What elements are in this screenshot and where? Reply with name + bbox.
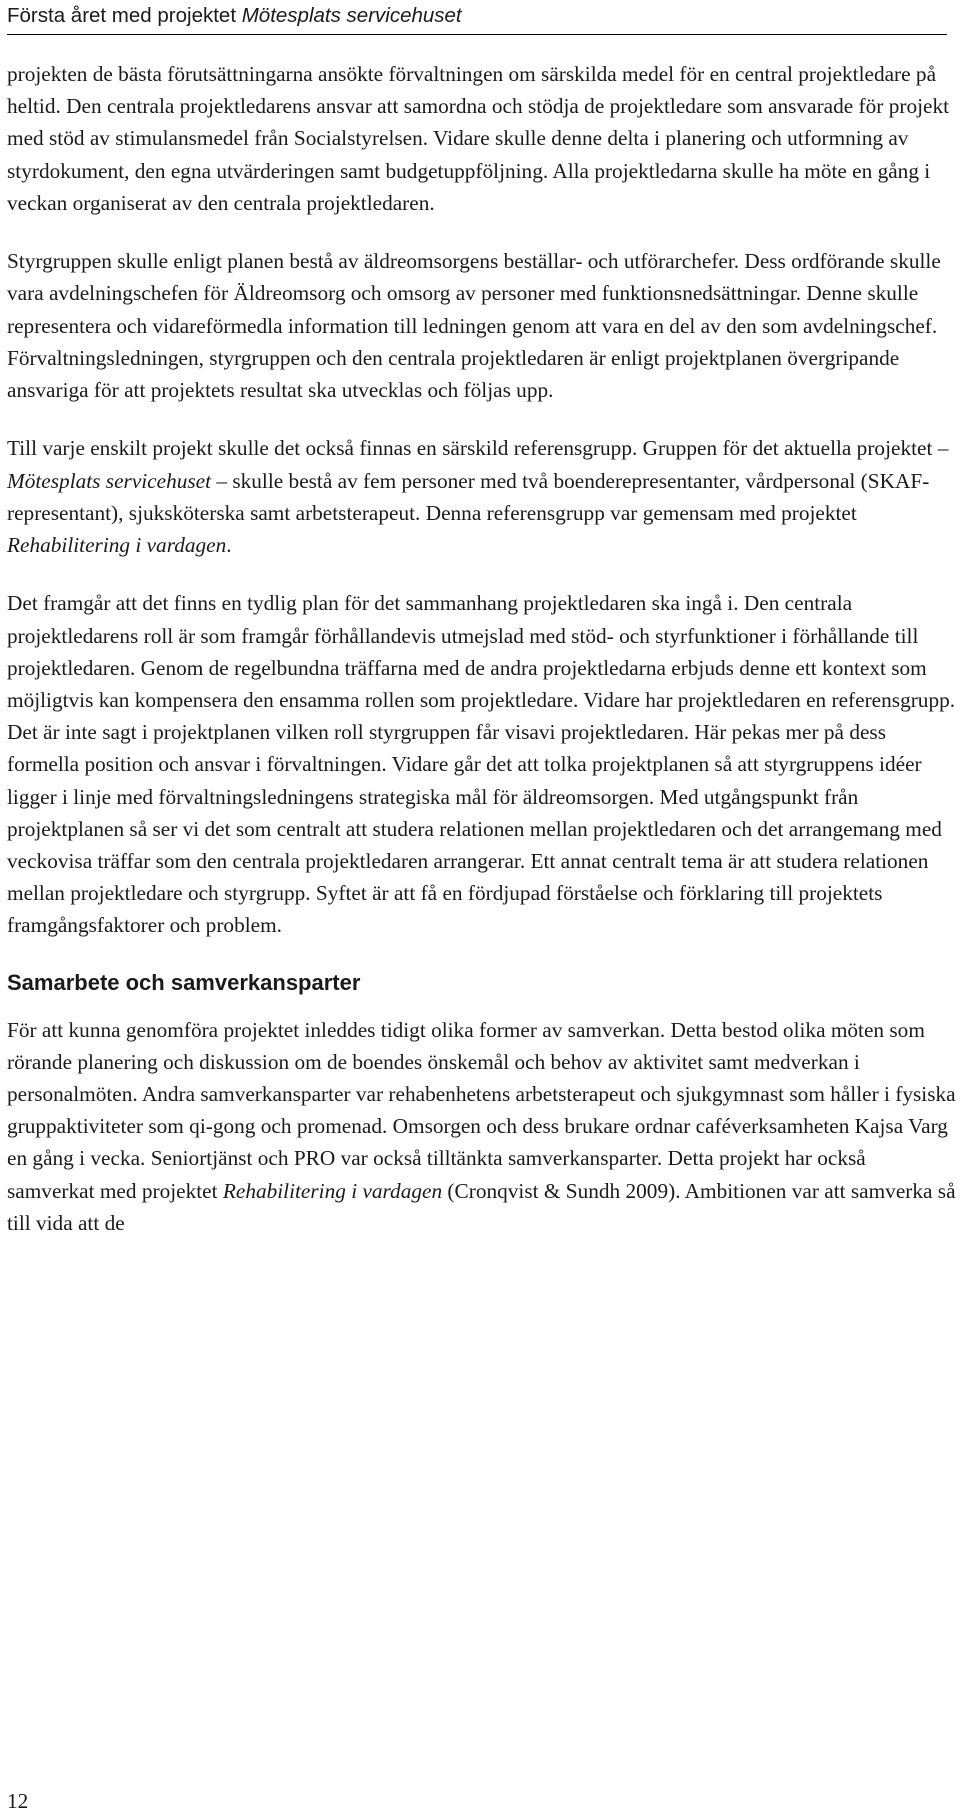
paragraph-steering-group: Styrgruppen skulle enligt planen bestå av äldreomsorgens beställar- och utförarchefer. Dess ordförande skulle vara avdelningschefen för Äldreomsorg och omsorg av personer med funktionsnedsättningar. Denne skulle representera och vidareförmedla information till ledningen genom att vara en del av den som avdelningschef. Förvaltningsledningen, styrgruppen och den centrala projektledaren är enligt projektplanen övergripande ansvariga för att projektets resultat ska utvecklas och följas upp.	[7, 249, 941, 403]
project-title-italic: Rehabilitering i vardagen	[222, 1178, 443, 1203]
page-number: 12	[7, 1789, 29, 1813]
body-text	[7, 58, 957, 1265]
header-lead: Första året med projektet	[7, 4, 242, 27]
project-title-italic: Mötesplats servicehuset	[7, 468, 212, 493]
paragraph-collaboration	[7, 1014, 957, 1239]
paragraph-central-project-leader: projekten de bästa förutsättningarna ansökte förvaltningen om särskilda medel för en central projektledare på heltid. Den centrala projektledarens ansvar att samordna och stödja de projektledare som ansvarade för projekt med stöd av stimulansmedel från Socialstyrelsen. Vidare skulle denne delta i planering och utformning av styrdokument, den egna utvärderingen samt budgetuppföljning. Alla projektledarna skulle ha möte en gång i veckan organiserat av den centrala projektledaren.	[7, 62, 950, 215]
paragraph-text: För att kunna genomföra projektet inleddes tidigt olika former av samverkan. Detta bestod olika möten som rörande planering och diskussion om de boendes önskemål och behov av aktivitet samt medverkan i personalmöten. Andra samverkansparter var rehabenhetens arbetsterapeut och sjukgymnast som håller i fysiska gruppaktiviteter som qi-gong och promenad. Omsorgen och dess brukare ordnar caféverksamheten Kajsa Varg en gång i vecka. Seniortjänst och PRO var också tilltänkta samverkansparter. Detta projekt har också samverkat med projektet	[7, 1017, 956, 1203]
paragraph-reference-group	[7, 432, 957, 561]
paragraph-text: (Cronqvist & Sundh 2009). Ambitionen var att samverka så till vida att de	[7, 1178, 956, 1235]
paragraph-text: .	[226, 533, 232, 558]
paragraph-text: – skulle bestå av fem personer med två boenderepresentanter, vårdpersonal (SKAF-representant), sjuksköterska samt arbetsterapeut. Denna referensgrupp var gemensam med projektet	[7, 468, 930, 525]
running-header	[7, 0, 947, 35]
section-heading: Samarbete och samverkansparter	[7, 969, 361, 995]
paragraph-text: Till varje enskilt projekt skulle det också finnas en särskild referensgrupp. Gruppen för det aktuella projektet –	[7, 436, 949, 461]
header-project-title: Mötesplats servicehuset	[241, 4, 462, 27]
paragraph-analysis: Det framgår att det finns en tydlig plan för det sammanhang projektledaren ska ingå i. Den centrala projektledarens roll är som framgår förhållandevis utmejslad med stöd- och styrfunktioner i förhållande till projektledaren. Genom de regelbundna träffarna med de andra projektledarna erbjuds denne ett kontext som möjligtvis kan kompensera den ensamma rollen som projektledare. Vidare har projektledaren en referensgrupp. Det är inte sagt i projektplanen vilken roll styrgruppen får visavi projektledaren. Här pekas mer på dess formella position och ansvar i förvaltningen. Vidare går det att tolka projektplanen så att styrgruppens idéer ligger i linje med förvaltningsledningens strategiska mål för äldreomsorgen. Med utgångspunkt från projektplanen så ser vi det som centralt att studera relationen mellan projektledaren och det arrangemang med veckovisa träffar som den centrala projektledaren arrangerar. Ett annat centralt tema är att studera relationen mellan projektledare och styrgrupp. Syftet är att få en fördjupad förståelse och förklaring till projektets framgångsfaktorer och problem.	[7, 591, 956, 938]
project-title-italic: Rehabilitering i vardagen	[7, 533, 227, 558]
